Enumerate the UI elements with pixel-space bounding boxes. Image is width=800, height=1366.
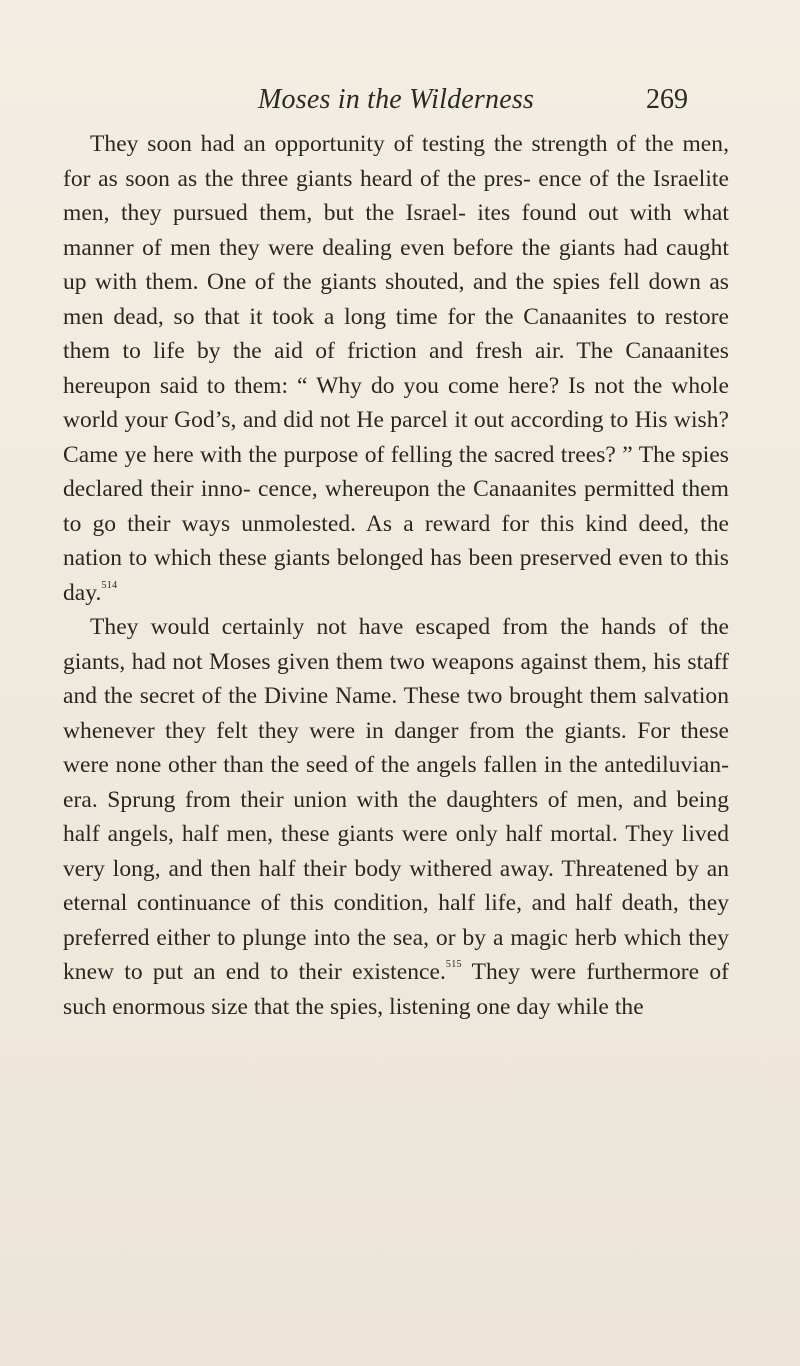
paragraph-2 <box>63 610 729 1024</box>
page-number: 269 <box>646 84 688 115</box>
paragraph-1 <box>63 127 729 610</box>
body-text <box>63 127 729 1024</box>
paragraph-1-text: They soon had an opportunity of testing the strength of the men, for as soon as the three giants heard of the pres- ence of the Israelite men, they pursued them, but the Israel- ites found out with what manner of men they were dealing even before the giants had caught up with them. One of the giants shouted, and the spies fell down as men dead, so that it took a long time for the Canaanites to restore them to life by the aid of friction and fresh air. The Canaanites hereupon said to them: “ Why do you come here? Is not the whole world your God’s, and did not He parcel it out according to His wish? Came ye here with the purpose of felling the sacred trees? ” The spies declared their inno- cence, whereupon the Canaanites permitted them to go their ways unmolested. As a reward for this kind deed, the nation to which these giants belonged has been preserved even to this day. <box>63 131 729 606</box>
note-reference-514: 514 <box>101 579 118 591</box>
paragraph-2-text-part-2: They were furthermore of such enormous size that the spies, listening one day while the <box>63 959 729 1020</box>
running-title: Moses in the Wilderness <box>258 84 535 115</box>
paragraph-2-text-part-1: They would certainly not have escaped from the hands of the giants, had not Moses given them two weapons against them, his staff and the secret of the Divine Name. These two brought them salvation whenever they felt they were in danger from the giants. For these were none other than the seed of the angels fallen in the antediluvian- era. Sprung from their union with the daughters of men, and being half angels, half men, these giants were only half mortal. They lived very long, and then half their body withered away. Threatened by an eternal continuance of this condition, half life, and half death, they preferred either to plunge into the sea, or by a magic herb which they knew to put an end to their existence. <box>63 614 729 985</box>
running-head <box>0 80 800 120</box>
note-reference-515: 515 <box>445 959 462 970</box>
